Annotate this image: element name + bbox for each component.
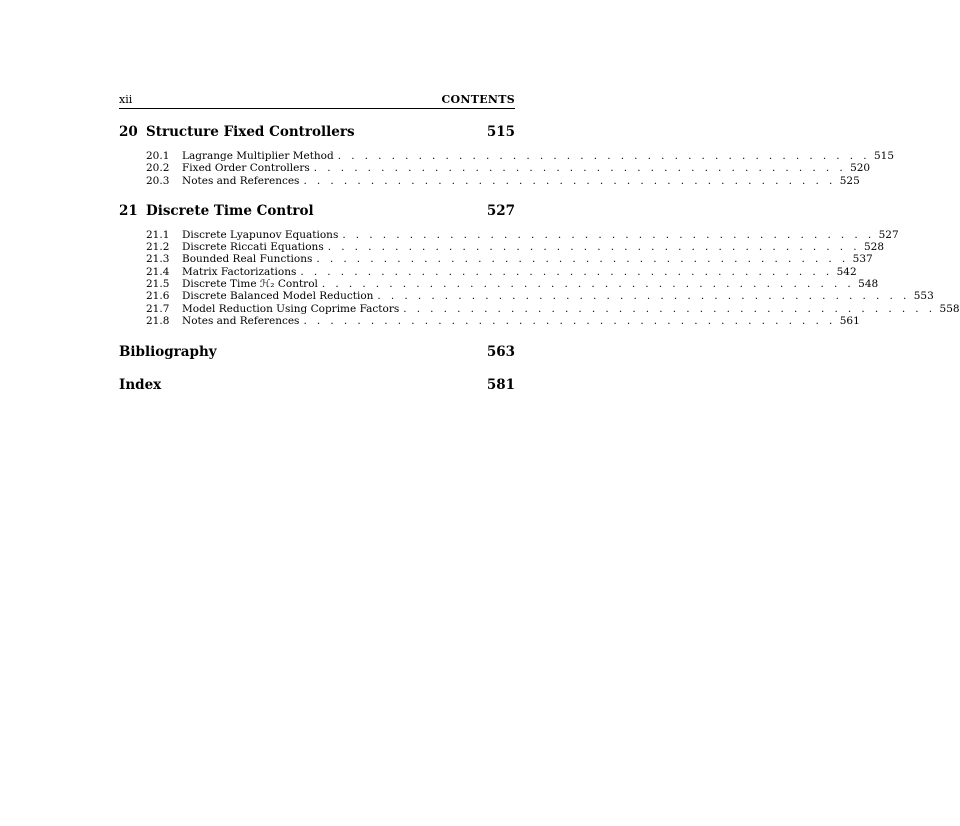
section-number: 21.7 [146,302,170,315]
section-number: 21.6 [146,290,170,303]
section-title: Notes and References [182,174,300,187]
leader-dots: . . . . . . . . . . . . . . . . . . . . . . . . . . . . . . . . . . . . . . . . [342,228,875,241]
chapter-title: Structure Fixed Controllers [146,124,355,140]
section-number: 21.1 [146,228,170,241]
leader-dots: . . . . . . . . . . . . . . . . . . . . . . . . . . . . . . . . . . . . . . . . [313,162,847,175]
section-number: 21.4 [146,265,170,278]
toc-entry[interactable] [119,150,895,162]
page-number: xii [119,93,133,106]
chapter-number: 20 [119,124,138,140]
section-title: Model Reduction Using Coprime Factors [182,302,400,315]
section-title: Fixed Order Controllers [182,162,310,175]
leader-dots: . . . . . . . . . . . . . . . . . . . . . . . . . . . . . . . . . . . . . . . . [403,302,936,315]
chapter-number: 21 [119,202,138,219]
leader-dots: . . . . . . . . . . . . . . . . . . . . . . . . . . . . . . . . . . . . . . . . [300,265,833,278]
chapter-20 [119,124,895,187]
toc-entry[interactable] [119,290,934,303]
index-entry[interactable] [119,377,515,397]
section-page: 525 [839,174,860,187]
section-title: Lagrange Multiplier Method [182,150,334,162]
section-page: 520 [850,162,871,175]
toc-entry[interactable] [119,162,871,175]
toc-entry[interactable] [119,265,857,278]
section-title: Discrete Balanced Model Reduction [182,290,374,303]
leader-dots: . . . . . . . . . . . . . . . . . . . . . . . . . . . . . . . . . . . . . . . . [377,290,910,303]
chapter-heading[interactable] [119,203,515,223]
leader-dots: . . . . . . . . . . . . . . . . . . . . . . . . . . . . . . . . . . . . . . . . [327,241,860,254]
chapter-heading[interactable] [119,124,515,144]
chapter-page: 527 [486,202,515,219]
section-list [119,150,895,187]
section-number: 21.8 [146,314,170,327]
section-title: Discrete Lyapunov Equations [182,228,339,241]
section-page: 553 [913,290,934,303]
section-title: Matrix Factorizations [182,265,297,278]
section-number: 20.1 [146,150,170,162]
bibliography-entry[interactable] [119,344,515,364]
running-title: CONTENTS [441,93,515,106]
running-head [119,93,515,109]
chapter-page: 515 [486,124,515,140]
toc-entry[interactable] [119,253,873,266]
bibliography-title: Bibliography [119,344,217,361]
section-title: Discrete Riccati Equations [182,241,324,254]
toc-entry[interactable] [119,241,885,254]
section-page: 548 [858,278,879,291]
section-page: 537 [852,253,873,266]
section-title: Discrete Time ℋ₂ Control [182,278,318,291]
section-number: 21.3 [146,253,170,266]
toc-entry[interactable] [119,314,860,327]
section-number: 20.2 [146,162,170,175]
section-page: 515 [874,150,895,162]
section-number: 21.5 [146,278,170,291]
section-page: 527 [878,228,899,241]
section-title: Bounded Real Functions [182,253,313,266]
section-page: 528 [864,241,885,254]
index-title: Index [119,377,162,394]
section-number: 20.3 [146,174,170,187]
chapter-21 [119,202,960,327]
leader-dots: . . . . . . . . . . . . . . . . . . . . . . . . . . . . . . . . . . . . . . . . [337,150,870,162]
section-page: 561 [839,314,860,327]
bibliography-page: 563 [486,344,515,361]
section-page: 542 [836,265,857,278]
section-title: Notes and References [182,314,300,327]
toc-entry[interactable] [119,228,899,241]
toc-page [119,93,960,397]
toc-entry[interactable] [119,174,860,187]
section-list [119,228,960,327]
section-number: 21.2 [146,241,170,254]
index-page: 581 [486,377,515,394]
section-page: 558 [939,302,960,315]
leader-dots: . . . . . . . . . . . . . . . . . . . . . . . . . . . . . . . . . . . . . . . . [316,253,849,266]
toc-entry[interactable] [119,302,960,315]
leader-dots: . . . . . . . . . . . . . . . . . . . . . . . . . . . . . . . . . . . . . . . . [303,314,836,327]
toc-entry[interactable] [119,278,879,291]
chapter-title: Discrete Time Control [146,202,314,219]
leader-dots: . . . . . . . . . . . . . . . . . . . . . . . . . . . . . . . . . . . . . . . . [303,174,836,187]
leader-dots: . . . . . . . . . . . . . . . . . . . . . . . . . . . . . . . . . . . . . . . . [321,278,855,291]
